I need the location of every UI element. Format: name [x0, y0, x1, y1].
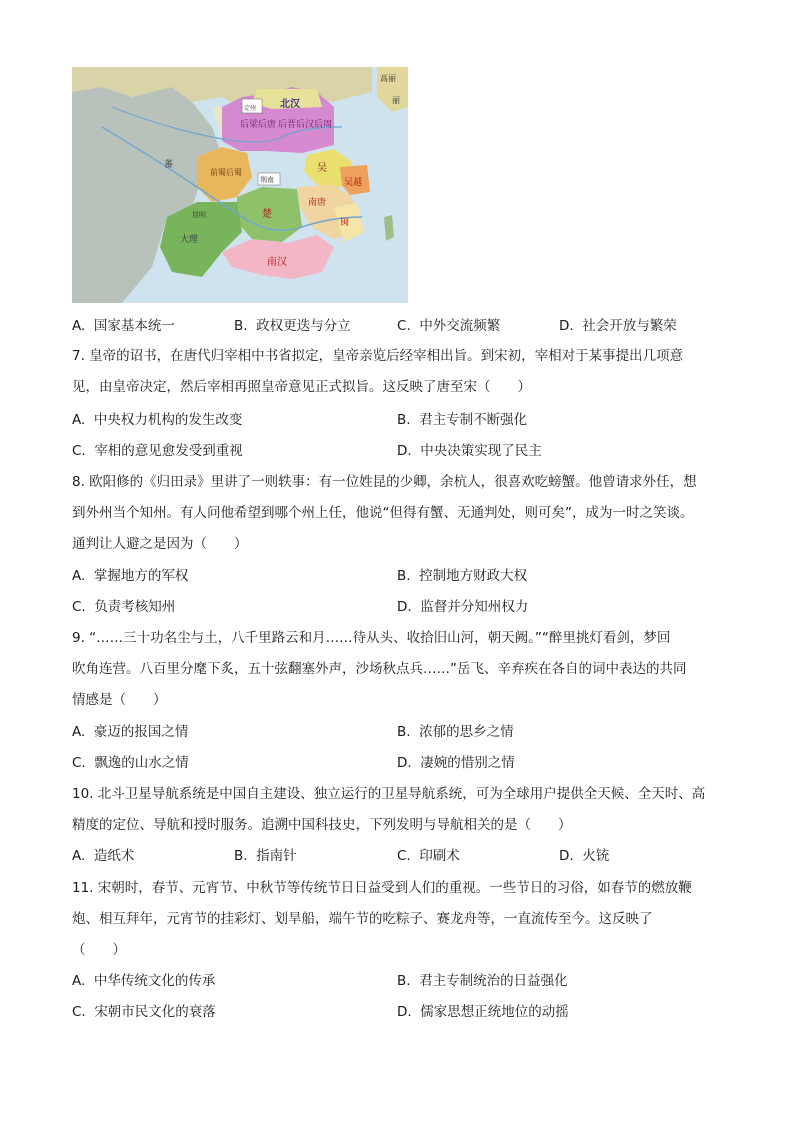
- q7-line-1: 7. 皇帝的诏书，在唐代归宰相中书省拟定，皇帝亲览后经宰相出旨。到宋初，宰相对于某事提出几项意: [72, 348, 684, 364]
- label-korea: 高丽: [380, 74, 396, 83]
- q10-line-1: 10. 北斗卫星导航系统是中国自主建设、独立运行的卫星导航系统，可为全球用户提供全天候、全天时、高: [72, 786, 706, 802]
- q11-line-1: 11. 宋朝时，春节、元宵节、中秋节等传统节日日益受到人们的重视。一些节日的习俗，如春节的燃放鞭: [72, 880, 692, 896]
- five-dynasties-map: [72, 67, 408, 303]
- q6-option-b: B. 政权更迭与分立: [234, 318, 351, 334]
- label-jing-nan: 荆南: [260, 176, 274, 184]
- q9-line-2: 吹角连营。八百里分麾下炙，五十弦翻塞外声，沙场秋点兵……”岳飞、辛弃疾在各自的词中表达的共同: [72, 661, 687, 677]
- label-hou-liang: 后梁: [240, 120, 259, 130]
- q10-option-a: A. 造纸术: [72, 848, 135, 864]
- q8-line-3: 通判让人避之是因为（ ）: [72, 536, 248, 552]
- q11-line-2: 炮、相互拜年，元宵节的挂彩灯、划旱船，端午节的吃粽子、赛龙舟等，一直流传至今。这反映了: [72, 911, 653, 927]
- q10-line-2: 精度的定位、导航和授时服务。追溯中国科技史，下列发明与导航相关的是（ ）: [72, 817, 572, 833]
- q11-option-a: A. 中华传统文化的传承: [72, 973, 216, 989]
- q7-line-2: 见，由皇帝决定，然后宰相再照皇帝意见正式拟旨。这反映了唐至宋（ ）: [72, 379, 531, 395]
- label-qian-hou-shu: 前蜀后蜀: [210, 168, 242, 177]
- q6-option-a: A. 国家基本统一: [72, 318, 175, 334]
- label-da-li: 大理: [180, 235, 199, 245]
- label-wu-yue: 吴越: [344, 178, 363, 188]
- label-min: 闽: [340, 218, 350, 228]
- label-fan: 蕃: [164, 160, 174, 170]
- q7-option-a: A. 中央权力机构的发生改变: [72, 412, 243, 428]
- label-chu: 楚: [262, 209, 272, 220]
- q10-option-b: B. 指南针: [234, 848, 297, 864]
- label-hou-zhou: 后周: [314, 120, 333, 130]
- label-dingzhou: 定州: [244, 105, 257, 112]
- q11-line-3: （ ）: [72, 942, 126, 958]
- q8-option-d: D. 监督并分知州权力: [397, 599, 529, 615]
- q10-option-d: D. 火铳: [559, 848, 610, 864]
- q10-option-c: C. 印刷术: [397, 848, 460, 864]
- q9-option-a: A. 豪迈的报国之情: [72, 724, 189, 740]
- map-drawing: [72, 67, 408, 303]
- q9-option-d: D. 凄婉的惜别之情: [397, 755, 515, 771]
- q11-option-c: C. 宋朝市民文化的衰落: [72, 1004, 216, 1020]
- q9-line-1: 9. “……三十功名尘与土，八千里路云和月……待从头、收拾旧山河，朝天阙。”“醉里挑灯看剑，梦回: [72, 630, 671, 646]
- q7-option-b: B. 君主专制不断强化: [397, 412, 528, 428]
- q7-option-c: C. 宰相的意见愈发受到重视: [72, 443, 243, 459]
- label-kunming: 昆明: [192, 211, 206, 219]
- q11-option-b: B. 君主专制统治的日益强化: [397, 973, 568, 989]
- label-hou-han: 后汉: [296, 120, 315, 130]
- q7-option-d: D. 中央决策实现了民主: [397, 443, 542, 459]
- label-hou-jin: 后晋: [278, 120, 297, 130]
- label-hou-tang: 后唐: [258, 120, 277, 130]
- q9-option-c: C. 飘逸的山水之情: [72, 755, 189, 771]
- q6-option-c: C. 中外交流频繁: [397, 318, 501, 334]
- q9-line-3: 情感是（ ）: [72, 692, 167, 708]
- q6-option-d: D. 社会开放与繁荣: [559, 318, 677, 334]
- label-korea-2: 丽: [392, 96, 400, 105]
- q8-line-2: 到外州当个知州。有人问他希望到哪个州上任，他说“但得有蟹、无通判处，则可矣”，成为一时之笑谈。: [72, 505, 694, 521]
- q9-option-b: B. 浓郁的思乡之情: [397, 724, 514, 740]
- label-nan-han: 南汉: [267, 257, 287, 268]
- q8-option-b: B. 控制地方财政大权: [397, 568, 528, 584]
- q11-option-d: D. 儒家思想正统地位的动摇: [397, 1004, 569, 1020]
- q8-option-a: A. 掌握地方的军权: [72, 568, 189, 584]
- label-bei-han: 北汉: [280, 99, 300, 110]
- q8-line-1: 8. 欧阳修的《归田录》里讲了一则轶事：有一位姓昆的少卿，余杭人，很喜欢吃螃蟹。他曾请求外任，想: [72, 474, 697, 490]
- label-wu: 吴: [317, 163, 327, 174]
- q8-option-c: C. 负责考核知州: [72, 599, 176, 615]
- label-nan-tang: 南唐: [308, 198, 327, 208]
